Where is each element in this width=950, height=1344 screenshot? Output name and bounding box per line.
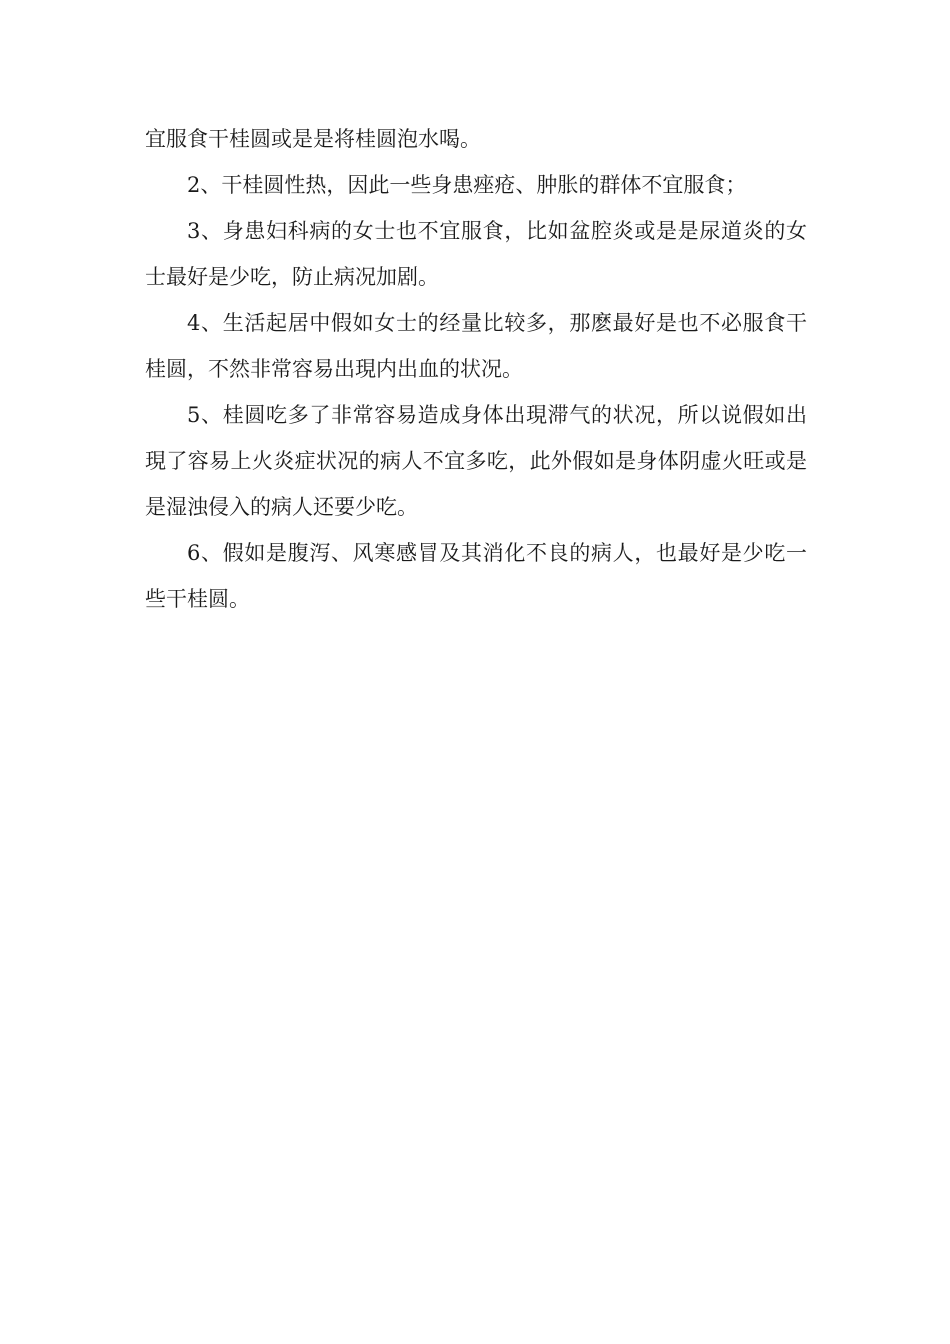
paragraph-item-5: 5、桂圆吃多了非常容易造成身体出現滞气的状况，所以说假如出現了容易上火炎症状况的病人不宜多吃，此外假如是身体阴虚火旺或是是湿浊侵入的病人还要少吃。 <box>145 403 807 519</box>
paragraph-item-4: 4、生活起居中假如女士的经量比较多，那麽最好是也不必服食干桂圆，不然非常容易出現内出血的状况。 <box>145 311 807 381</box>
paragraph-continuation: 宜服食干桂圆或是是将桂圆泡水喝。 <box>145 127 481 151</box>
paragraph-item-6: 6、假如是腹泻、风寒感冒及其消化不良的病人，也最好是少吃一些干桂圆。 <box>145 541 807 611</box>
paragraph-item-3: 3、身患妇科病的女士也不宜服食，比如盆腔炎或是是尿道炎的女士最好是少吃，防止病况加剧。 <box>145 219 807 289</box>
paragraph-item-2: 2、干桂圆性热，因此一些身患痤疮、肿胀的群体不宜服食； <box>187 173 747 197</box>
document-body <box>145 116 807 622</box>
